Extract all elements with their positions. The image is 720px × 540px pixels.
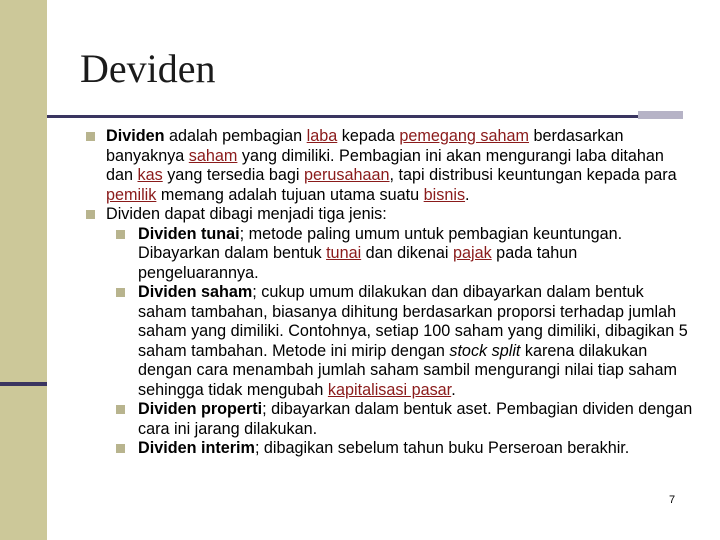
body-text: , tapi distribusi keuntungan kepada para [389, 166, 677, 184]
body-text: ; dibayarkan dalam bentuk aset. Pembagian dividen dengan cara ini jarang dilakukan. [138, 400, 693, 438]
square-bullet-icon [86, 132, 95, 141]
body-text: yang dimiliki. Pembagian ini akan mengurangi laba ditahan dan [106, 146, 664, 184]
body-text: ; dibagikan sebelum tahun buku Perseroan berakhir. [254, 439, 630, 457]
slide-title: Deviden [80, 46, 216, 91]
term-dividen: Dividen [106, 127, 165, 145]
sub-bullet-dividen-properti [84, 400, 694, 439]
body-text: . [451, 380, 456, 399]
term-dividen-tunai: Dividen tunai [138, 224, 240, 243]
bullet-dividen-types [84, 205, 694, 225]
link-pemilik[interactable]: pemilik [106, 185, 157, 204]
link-pemegang-saham[interactable]: pemegang saham [399, 127, 529, 145]
square-bullet-icon [116, 288, 125, 297]
square-bullet-icon [116, 405, 125, 414]
term-dividen-interim: Dividen interim [138, 439, 255, 457]
body-text: memang adalah tujuan utama suatu [156, 185, 424, 204]
body-text: karena dilakukan dengan cara menambah jumlah saham sambil mengurangi nilai tiap saham sehingga tidak mengubah [138, 341, 677, 399]
body-text: pada tahun pengeluarannya. [138, 244, 578, 282]
sub-bullet-dividen-interim [84, 439, 694, 459]
term-dividen-saham: Dividen saham [138, 283, 253, 301]
term-dividen-properti: Dividen properti [138, 400, 263, 418]
body-text: adalah pembagian [164, 127, 307, 145]
title-rule-extension [638, 111, 683, 119]
body-text: Dividen dapat dibagi menjadi tiga jenis: [106, 205, 387, 223]
body-text: ; cukup umum dilakukan dan dibayarkan dalam bentuk saham tambahan, biasanya dihitung berdasarkan proporsi terhadap jumlah saham yang dimiliki. Contohnya, setiap 100 saham yang dimiliki, dibagikan 5 saham tambahan. Metode ini mirip dengan [138, 283, 688, 360]
square-bullet-icon [116, 444, 125, 453]
body-text: . [465, 185, 470, 204]
page-number: 7 [669, 494, 676, 506]
body-text: kepada [337, 127, 400, 145]
link-bisnis[interactable]: bisnis [423, 185, 466, 204]
link-saham[interactable]: saham [188, 146, 238, 165]
link-perusahaan[interactable]: perusahaan [304, 166, 390, 184]
sub-bullet-dividen-saham [84, 283, 694, 400]
body-text: yang tersedia bagi [162, 166, 305, 184]
link-tunai[interactable]: tunai [326, 244, 362, 262]
band-divider [0, 382, 47, 386]
link-kas[interactable]: kas [137, 166, 163, 184]
link-kapitalisasi-pasar[interactable]: kapitalisasi pasar [327, 380, 452, 399]
term-stock-split: stock split [449, 341, 521, 360]
link-pajak[interactable]: pajak [452, 244, 492, 262]
body-text: berdasarkan banyaknya [106, 127, 624, 165]
sub-bullet-dividen-tunai [84, 225, 694, 284]
square-bullet-icon [116, 230, 125, 239]
bullet-dividen-definition [84, 127, 694, 205]
left-accent-band [0, 0, 47, 540]
square-bullet-icon [86, 210, 95, 219]
body-text: ; metode paling umum untuk pembagian keuntungan. Dibayarkan dalam bentuk [138, 224, 623, 262]
slide-body [84, 127, 694, 459]
link-laba[interactable]: laba [306, 127, 338, 145]
title-rule [47, 115, 638, 118]
body-text: dan dikenai [361, 244, 453, 262]
